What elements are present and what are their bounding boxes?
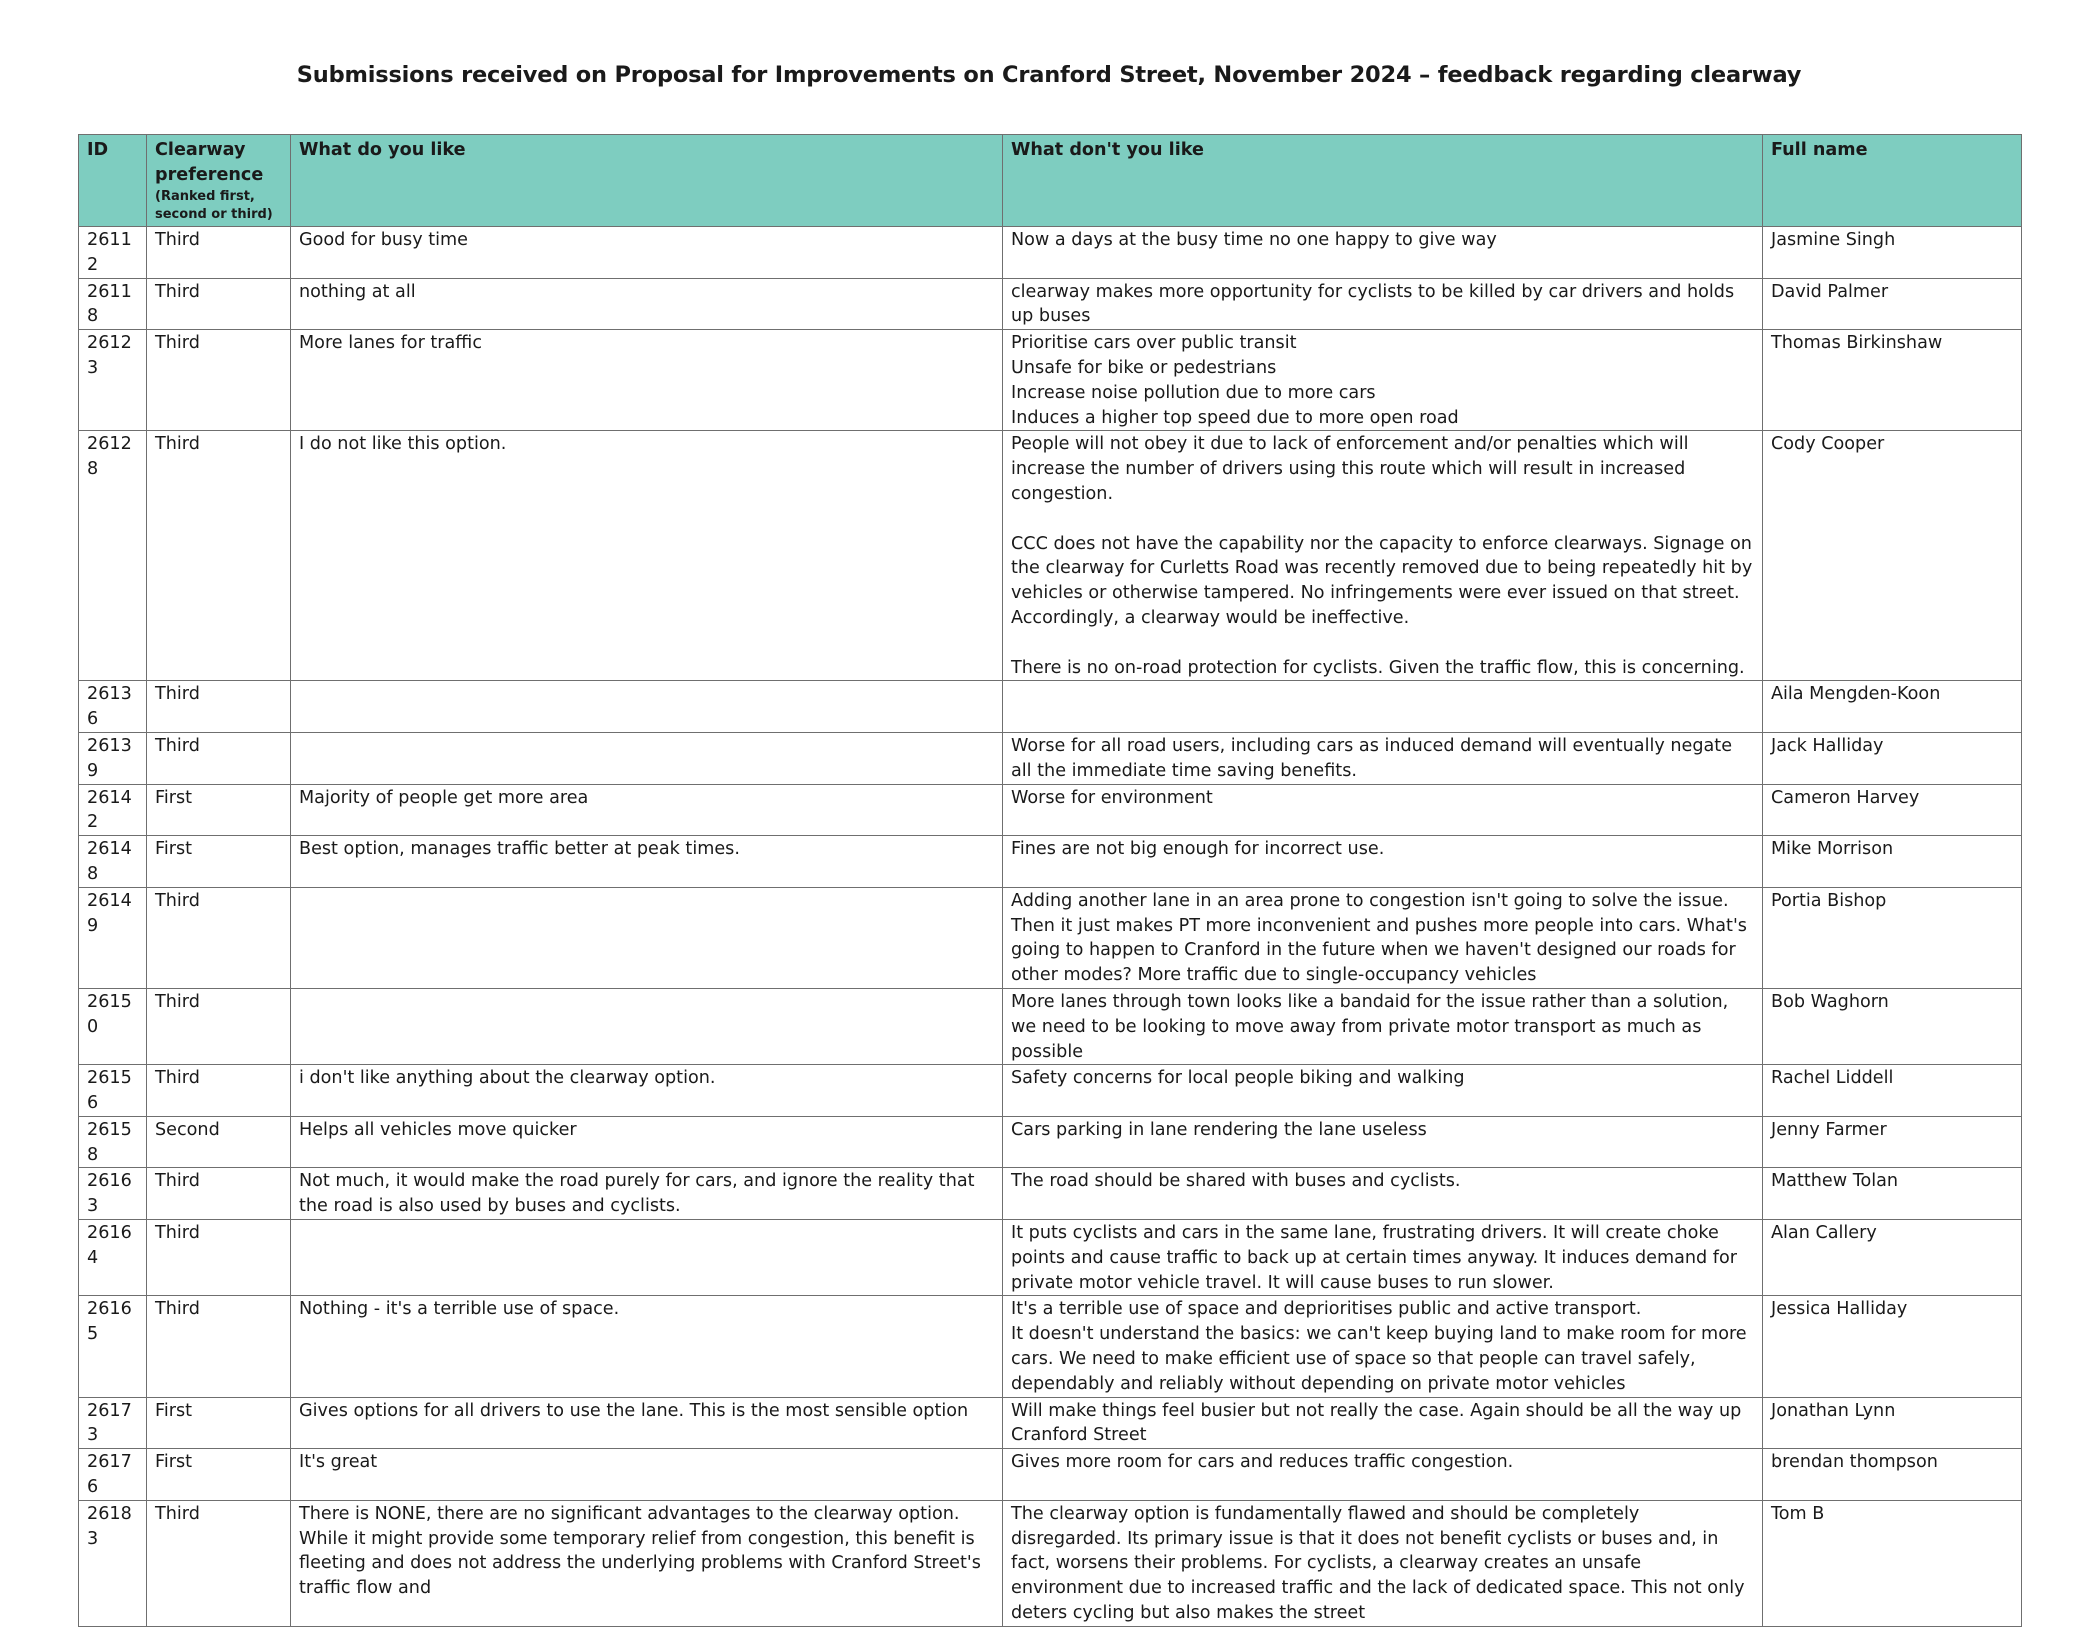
cell-clearway-preference: Third bbox=[147, 1065, 291, 1117]
header-id: ID bbox=[79, 135, 147, 227]
cell-what-you-like: Majority of people get more area bbox=[291, 784, 1003, 836]
cell-clearway-preference: First bbox=[147, 1397, 291, 1449]
cell-full-name: Thomas Birkinshaw bbox=[1763, 330, 2022, 431]
cell-full-name: Jenny Farmer bbox=[1763, 1116, 2022, 1168]
header-full-name: Full name bbox=[1763, 135, 2022, 227]
cell-full-name: Aila Mengden-Koon bbox=[1763, 681, 2022, 733]
page-title: Submissions received on Proposal for Improvements on Cranford Street, November 2024 – feedback regarding clearway bbox=[296, 62, 1802, 88]
cell-id: 26150 bbox=[79, 988, 147, 1064]
cell-what-you-like: Best option, manages traffic better at peak times. bbox=[291, 836, 1003, 888]
header-pref-note: (Ranked first, second or third) bbox=[155, 188, 273, 222]
cell-clearway-preference: Third bbox=[147, 1168, 291, 1220]
cell-clearway-preference: Third bbox=[147, 681, 291, 733]
cell-what-you-like: Nothing - it's a terrible use of space. bbox=[291, 1296, 1003, 1397]
cell-what-you-like: Good for busy time bbox=[291, 227, 1003, 279]
cell-id: 26123 bbox=[79, 330, 147, 431]
header-what-you-like: What do you like bbox=[291, 135, 1003, 227]
header-clearway-preference bbox=[147, 135, 291, 227]
cell-what-you-dont-like: It's a terrible use of space and deprioritises public and active transport. It doesn't understand the basics: we can't keep buying land to make room for more cars. We need to make efficient use of space so that people can travel safely, dependably and reliably without depending on private motor vehicles bbox=[1003, 1296, 1763, 1397]
cell-id: 26148 bbox=[79, 836, 147, 888]
cell-what-you-dont-like: More lanes through town looks like a bandaid for the issue rather than a solution, we need to be looking to move away from private motor transport as much as possible bbox=[1003, 988, 1763, 1064]
cell-id: 26139 bbox=[79, 732, 147, 784]
cell-id: 26164 bbox=[79, 1220, 147, 1296]
table-row bbox=[79, 431, 2022, 681]
table-row bbox=[79, 227, 2022, 279]
table-row bbox=[79, 732, 2022, 784]
cell-id: 26183 bbox=[79, 1500, 147, 1626]
cell-full-name: Jonathan Lynn bbox=[1763, 1397, 2022, 1449]
cell-what-you-like: Helps all vehicles move quicker bbox=[291, 1116, 1003, 1168]
cell-full-name: David Palmer bbox=[1763, 278, 2022, 330]
cell-id: 26149 bbox=[79, 887, 147, 988]
submissions-table bbox=[78, 134, 2022, 1627]
cell-full-name: Portia Bishop bbox=[1763, 887, 2022, 988]
cell-what-you-like: i don't like anything about the clearway option. bbox=[291, 1065, 1003, 1117]
cell-full-name: Jessica Halliday bbox=[1763, 1296, 2022, 1397]
cell-full-name: Tom B bbox=[1763, 1500, 2022, 1626]
cell-clearway-preference: Third bbox=[147, 1500, 291, 1626]
cell-full-name: Jasmine Singh bbox=[1763, 227, 2022, 279]
cell-clearway-preference: Third bbox=[147, 330, 291, 431]
cell-what-you-dont-like: Safety concerns for local people biking and walking bbox=[1003, 1065, 1763, 1117]
table-body bbox=[79, 227, 2022, 1627]
cell-full-name: Mike Morrison bbox=[1763, 836, 2022, 888]
table-row bbox=[79, 1065, 2022, 1117]
cell-full-name: Cody Cooper bbox=[1763, 431, 2022, 681]
cell-what-you-dont-like: The road should be shared with buses and cyclists. bbox=[1003, 1168, 1763, 1220]
cell-what-you-dont-like: People will not obey it due to lack of enforcement and/or penalties which will increase the number of drivers using this route which will result in increased congestion. CCC does not have the capability nor the capacity to enforce clearways. Signage on the clearway for Curletts Road was recently removed due to being repeatedly hit by vehicles or otherwise tampered. No infringements were ever issued on that street. Accordingly, a clearway would be ineffective. There is no on-road protection for cyclists. Given the traffic flow, this is concerning. bbox=[1003, 431, 1763, 681]
table-row bbox=[79, 836, 2022, 888]
cell-clearway-preference: Second bbox=[147, 1116, 291, 1168]
cell-clearway-preference: Third bbox=[147, 431, 291, 681]
cell-what-you-dont-like: Adding another lane in an area prone to congestion isn't going to solve the issue. Then it just makes PT more inconvenient and pushes more people into cars. What's going to happen to Cranford in the future when we haven't designed our roads for other modes? More traffic due to single-occupancy vehicles bbox=[1003, 887, 1763, 988]
cell-what-you-like: More lanes for traffic bbox=[291, 330, 1003, 431]
table-row bbox=[79, 784, 2022, 836]
cell-full-name: brendan thompson bbox=[1763, 1449, 2022, 1501]
cell-what-you-like bbox=[291, 681, 1003, 733]
cell-clearway-preference: Third bbox=[147, 732, 291, 784]
cell-full-name: Rachel Liddell bbox=[1763, 1065, 2022, 1117]
cell-what-you-dont-like: Will make things feel busier but not really the case. Again should be all the way up Cranford Street bbox=[1003, 1397, 1763, 1449]
cell-clearway-preference: Third bbox=[147, 1220, 291, 1296]
cell-id: 26128 bbox=[79, 431, 147, 681]
cell-clearway-preference: First bbox=[147, 784, 291, 836]
cell-what-you-like: It's great bbox=[291, 1449, 1003, 1501]
cell-clearway-preference: First bbox=[147, 1449, 291, 1501]
cell-what-you-like: Gives options for all drivers to use the lane. This is the most sensible option bbox=[291, 1397, 1003, 1449]
cell-what-you-dont-like: Cars parking in lane rendering the lane useless bbox=[1003, 1116, 1763, 1168]
table-row bbox=[79, 1220, 2022, 1296]
cell-id: 26173 bbox=[79, 1397, 147, 1449]
table-row bbox=[79, 1449, 2022, 1501]
cell-what-you-like: I do not like this option. bbox=[291, 431, 1003, 681]
cell-what-you-dont-like: Prioritise cars over public transit Unsafe for bike or pedestrians Increase noise pollution due to more cars Induces a higher top speed due to more open road bbox=[1003, 330, 1763, 431]
cell-what-you-dont-like: Gives more room for cars and reduces traffic congestion. bbox=[1003, 1449, 1763, 1501]
cell-what-you-like bbox=[291, 988, 1003, 1064]
cell-full-name: Jack Halliday bbox=[1763, 732, 2022, 784]
cell-id: 26158 bbox=[79, 1116, 147, 1168]
cell-clearway-preference: Third bbox=[147, 988, 291, 1064]
cell-id: 26142 bbox=[79, 784, 147, 836]
table-row bbox=[79, 988, 2022, 1064]
table-row bbox=[79, 1500, 2022, 1626]
cell-id: 26165 bbox=[79, 1296, 147, 1397]
cell-id: 26136 bbox=[79, 681, 147, 733]
table-row bbox=[79, 887, 2022, 988]
table-row bbox=[79, 278, 2022, 330]
cell-id: 26176 bbox=[79, 1449, 147, 1501]
header-what-you-dont-like: What don't you like bbox=[1003, 135, 1763, 227]
cell-what-you-dont-like: clearway makes more opportunity for cyclists to be killed by car drivers and holds up buses bbox=[1003, 278, 1763, 330]
cell-what-you-dont-like: The clearway option is fundamentally flawed and should be completely disregarded. Its primary issue is that it does not benefit cyclists or buses and, in fact, worsens their problems. For cyclists, a clearway creates an unsafe environment due to increased traffic and the lack of dedicated space. This not only deters cycling but also makes the street bbox=[1003, 1500, 1763, 1626]
cell-full-name: Matthew Tolan bbox=[1763, 1168, 2022, 1220]
table-row bbox=[79, 1116, 2022, 1168]
cell-full-name: Alan Callery bbox=[1763, 1220, 2022, 1296]
cell-what-you-like bbox=[291, 887, 1003, 988]
cell-clearway-preference: First bbox=[147, 836, 291, 888]
cell-full-name: Bob Waghorn bbox=[1763, 988, 2022, 1064]
table-row bbox=[79, 1168, 2022, 1220]
cell-id: 26118 bbox=[79, 278, 147, 330]
cell-what-you-dont-like: Worse for environment bbox=[1003, 784, 1763, 836]
cell-id: 26156 bbox=[79, 1065, 147, 1117]
cell-what-you-like: nothing at all bbox=[291, 278, 1003, 330]
cell-what-you-dont-like: Fines are not big enough for incorrect use. bbox=[1003, 836, 1763, 888]
cell-clearway-preference: Third bbox=[147, 887, 291, 988]
cell-what-you-dont-like bbox=[1003, 681, 1763, 733]
cell-full-name: Cameron Harvey bbox=[1763, 784, 2022, 836]
table-row bbox=[79, 1296, 2022, 1397]
cell-what-you-dont-like: Worse for all road users, including cars as induced demand will eventually negate all the immediate time saving benefits. bbox=[1003, 732, 1763, 784]
cell-clearway-preference: Third bbox=[147, 1296, 291, 1397]
header-row bbox=[79, 135, 2022, 227]
cell-id: 26112 bbox=[79, 227, 147, 279]
cell-what-you-like bbox=[291, 732, 1003, 784]
cell-what-you-dont-like: It puts cyclists and cars in the same lane, frustrating drivers. It will create choke points and cause traffic to back up at certain times anyway. It induces demand for private motor vehicle travel. It will cause buses to run slower. bbox=[1003, 1220, 1763, 1296]
cell-what-you-dont-like: Now a days at the busy time no one happy to give way bbox=[1003, 227, 1763, 279]
cell-what-you-like: There is NONE, there are no significant advantages to the clearway option. While it might provide some temporary relief from congestion, this benefit is fleeting and does not address the underlying problems with Cranford Street's traffic flow and bbox=[291, 1500, 1003, 1626]
table-row bbox=[79, 1397, 2022, 1449]
table-header bbox=[79, 135, 2022, 227]
header-pref-label: Clearway preference bbox=[155, 140, 264, 185]
cell-what-you-like bbox=[291, 1220, 1003, 1296]
cell-clearway-preference: Third bbox=[147, 227, 291, 279]
cell-id: 26163 bbox=[79, 1168, 147, 1220]
cell-what-you-like: Not much, it would make the road purely for cars, and ignore the reality that the road is also used by buses and cyclists. bbox=[291, 1168, 1003, 1220]
table-row bbox=[79, 681, 2022, 733]
table-row bbox=[79, 330, 2022, 431]
cell-clearway-preference: Third bbox=[147, 278, 291, 330]
